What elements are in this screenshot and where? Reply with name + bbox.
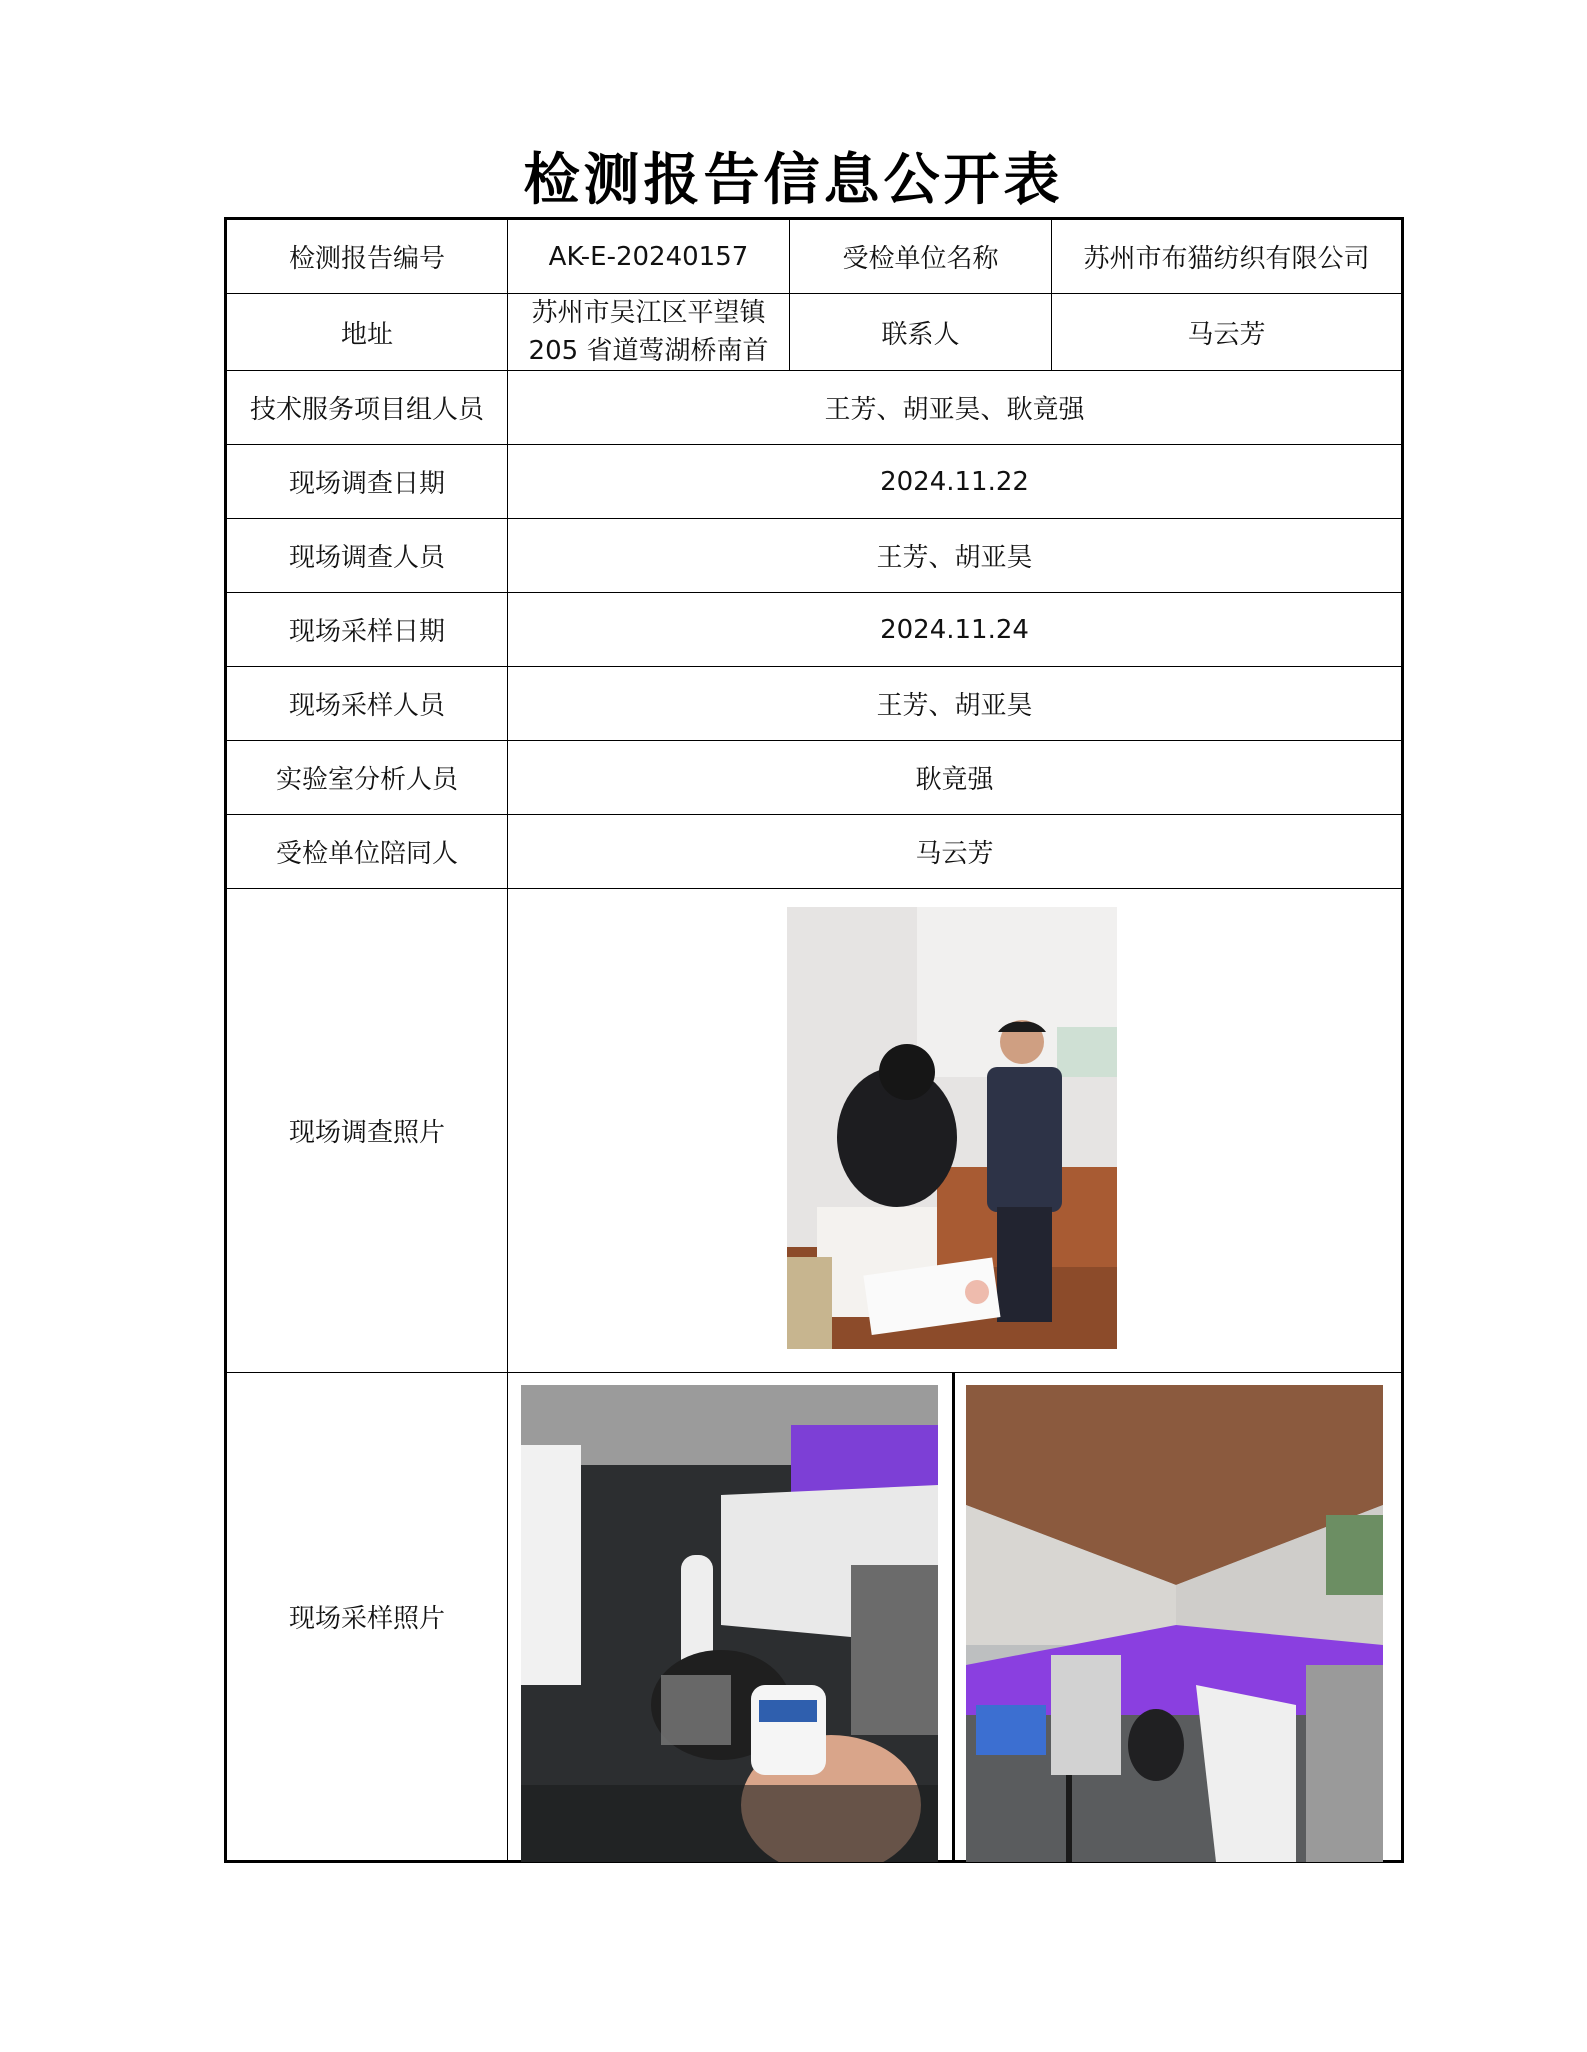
address-line-2: 205 省道莺湖桥南首 xyxy=(528,336,769,366)
sampling-date-label: 现场采样日期 xyxy=(226,593,508,667)
survey-photo-label: 现场调查照片 xyxy=(226,889,508,1373)
team-label: 技术服务项目组人员 xyxy=(226,371,508,445)
sampling-staff-label: 现场采样人员 xyxy=(226,667,508,741)
table-row xyxy=(226,667,1403,741)
table-row xyxy=(226,593,1403,667)
escort-label: 受检单位陪同人 xyxy=(226,815,508,889)
sampling-date-value: 2024.11.24 xyxy=(508,593,1403,667)
report-info-table xyxy=(224,217,1404,1863)
lab-staff-label: 实验室分析人员 xyxy=(226,741,508,815)
report-no-value: AK-E-20240157 xyxy=(508,219,790,294)
sampling-photo-1 xyxy=(521,1385,938,1862)
sampling-photo-cell xyxy=(508,1373,1403,1862)
contact-label: 联系人 xyxy=(790,294,1052,371)
team-value: 王芳、胡亚昊、耿竟强 xyxy=(508,371,1403,445)
table-row xyxy=(226,371,1403,445)
survey-date-label: 现场调查日期 xyxy=(226,445,508,519)
address-value xyxy=(508,294,790,371)
address-line-1: 苏州市吴江区平望镇 xyxy=(531,298,766,328)
unit-name-value: 苏州市布猫纺织有限公司 xyxy=(1052,219,1403,294)
survey-photo-cell xyxy=(508,889,1403,1373)
table-row xyxy=(226,889,1403,1373)
address-label: 地址 xyxy=(226,294,508,371)
table-row xyxy=(226,219,1403,294)
unit-name-label: 受检单位名称 xyxy=(790,219,1052,294)
photo-divider xyxy=(952,1373,955,1860)
survey-date-value: 2024.11.22 xyxy=(508,445,1403,519)
table-row xyxy=(226,519,1403,593)
table-row xyxy=(226,815,1403,889)
table-row xyxy=(226,445,1403,519)
table-row xyxy=(226,1373,1403,1862)
page-title: 检测报告信息公开表 xyxy=(523,148,1064,213)
table-row xyxy=(226,294,1403,371)
survey-photo xyxy=(787,907,1117,1349)
sampling-photo-2 xyxy=(966,1385,1383,1862)
sampling-staff-value: 王芳、胡亚昊 xyxy=(508,667,1403,741)
survey-staff-label: 现场调查人员 xyxy=(226,519,508,593)
report-no-label: 检测报告编号 xyxy=(226,219,508,294)
survey-staff-value: 王芳、胡亚昊 xyxy=(508,519,1403,593)
sampling-photo-label: 现场采样照片 xyxy=(226,1373,508,1862)
contact-value: 马云芳 xyxy=(1052,294,1403,371)
lab-staff-value: 耿竟强 xyxy=(508,741,1403,815)
table-row xyxy=(226,741,1403,815)
escort-value: 马云芳 xyxy=(508,815,1403,889)
